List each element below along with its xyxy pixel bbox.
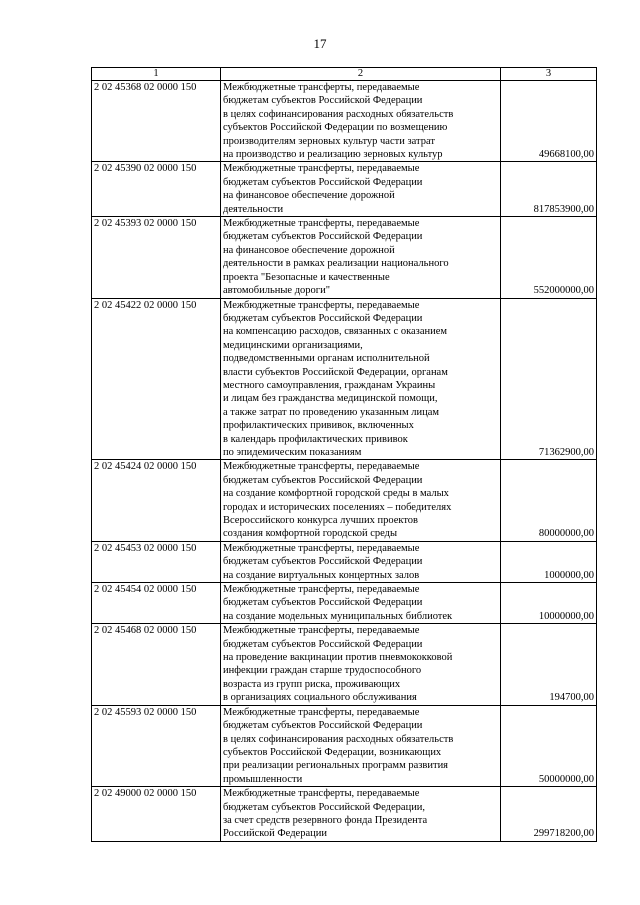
table-row	[92, 705, 597, 786]
amount-cell: 71362900,00	[501, 298, 597, 460]
description-cell: Межбюджетные трансферты, передаваемые бюджетам субъектов Российской Федерации, за счет средств резервного фонда Президента Российской Федерации	[221, 787, 501, 842]
table-row	[92, 460, 597, 541]
description-cell: Межбюджетные трансферты, передаваемые бюджетам субъектов Российской Федерации в целях софинансирования расходных обязательств субъектов Российской Федерации по возмещению производителям зерновых культур части затрат на производство и реализацию зерновых культур	[221, 81, 501, 162]
description-cell: Межбюджетные трансферты, передаваемые бюджетам субъектов Российской Федерации на создание комфортной городской среды в малых городах и исторических поселениях – победителях Всероссийского конкурса лучших проектов создания комфортной городской среды	[221, 460, 501, 541]
page-number: 17	[313, 36, 327, 51]
budget-code-cell: 2 02 45393 02 0000 150	[92, 217, 221, 298]
budget-code-cell: 2 02 45422 02 0000 150	[92, 298, 221, 460]
table-row	[92, 217, 597, 298]
amount-cell: 1000000,00	[501, 541, 597, 582]
amount-cell: 10000000,00	[501, 583, 597, 624]
budget-code-cell: 2 02 49000 02 0000 150	[92, 787, 221, 842]
description-cell: Межбюджетные трансферты, передаваемые бюджетам субъектов Российской Федерации на создание модельных муниципальных библиотек	[221, 583, 501, 624]
description-cell: Межбюджетные трансферты, передаваемые бюджетам субъектов Российской Федерации на проведение вакцинации против пневмококковой инфекции граждан старше трудоспособного возраста из групп риска, проживающих в организациях социального обслуживания	[221, 624, 501, 705]
table-row	[92, 624, 597, 705]
table-row	[92, 81, 597, 162]
budget-table	[91, 67, 597, 842]
budget-code-cell: 2 02 45390 02 0000 150	[92, 162, 221, 217]
description-cell: Межбюджетные трансферты, передаваемые бюджетам субъектов Российской Федерации в целях софинансирования расходных обязательств субъектов Российской Федерации, возникающих при реализации региональных программ развития промышленности	[221, 705, 501, 786]
amount-cell: 552000000,00	[501, 217, 597, 298]
budget-code-cell: 2 02 45424 02 0000 150	[92, 460, 221, 541]
amount-cell: 194700,00	[501, 624, 597, 705]
amount-cell: 817853900,00	[501, 162, 597, 217]
budget-code-cell: 2 02 45593 02 0000 150	[92, 705, 221, 786]
description-cell: Межбюджетные трансферты, передаваемые бюджетам субъектов Российской Федерации на компенсацию расходов, связанных с оказанием медицинскими организациями, подведомственными органам исполнительной власти субъектов Российской Федерации, органам местного самоуправления, гражданам Украины и лицам без гражданства медицинской помощи, а также затрат по проведению указанным лицам профилактических прививок, включенных в календарь профилактических прививок по эпидемическим показаниям	[221, 298, 501, 460]
description-cell: Межбюджетные трансферты, передаваемые бюджетам субъектов Российской Федерации на финансовое обеспечение дорожной деятельности	[221, 162, 501, 217]
description-cell: Межбюджетные трансферты, передаваемые бюджетам субъектов Российской Федерации на создание виртуальных концертных залов	[221, 541, 501, 582]
budget-code-cell: 2 02 45468 02 0000 150	[92, 624, 221, 705]
column-header-1: 1	[92, 68, 221, 81]
table-row	[92, 787, 597, 842]
amount-cell: 50000000,00	[501, 705, 597, 786]
table-row	[92, 162, 597, 217]
budget-code-cell: 2 02 45368 02 0000 150	[92, 81, 221, 162]
description-cell: Межбюджетные трансферты, передаваемые бюджетам субъектов Российской Федерации на финансовое обеспечение дорожной деятельности в рамках реализации национального проекта "Безопасные и качественные автомобильные дороги"	[221, 217, 501, 298]
table-header-row	[92, 68, 597, 81]
column-header-2: 2	[221, 68, 501, 81]
budget-code-cell: 2 02 45454 02 0000 150	[92, 583, 221, 624]
table-row	[92, 541, 597, 582]
budget-code-cell: 2 02 45453 02 0000 150	[92, 541, 221, 582]
amount-cell: 299718200,00	[501, 787, 597, 842]
table-row	[92, 298, 597, 460]
column-header-3: 3	[501, 68, 597, 81]
amount-cell: 80000000,00	[501, 460, 597, 541]
amount-cell: 49668100,00	[501, 81, 597, 162]
table-row	[92, 583, 597, 624]
